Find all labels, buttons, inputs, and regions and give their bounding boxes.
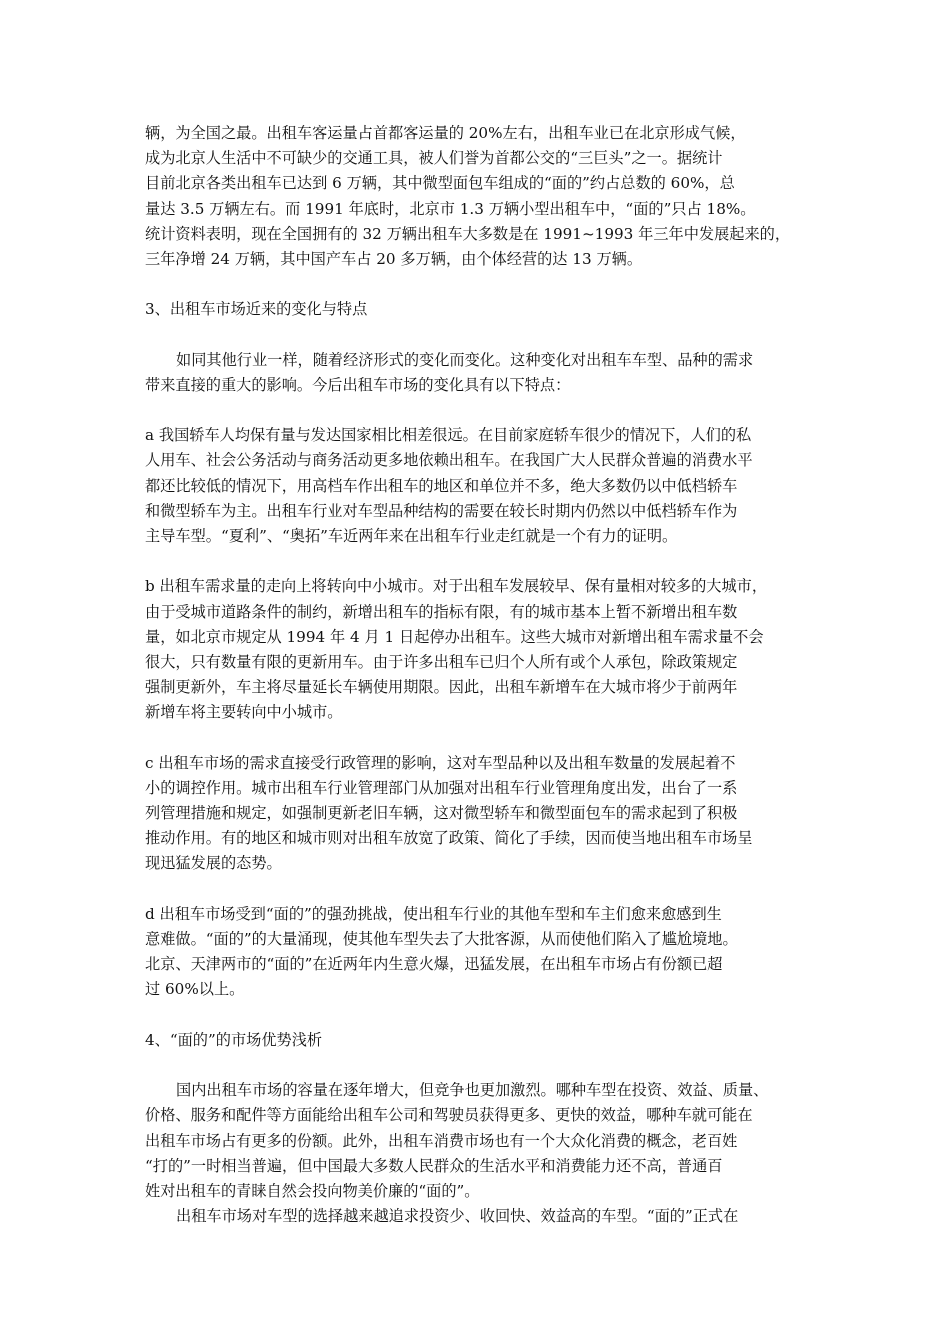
text-line: 统计资料表明，现在全国拥有的 32 万辆出租车大多数是在 1991~1993 年三年中发展起来的， (145, 224, 791, 243)
text-line: 如同其他行业一样，随着经济形式的变化而变化。这种变化对出租车车型、品种的需求 (176, 350, 754, 369)
paragraph-gap (145, 877, 815, 902)
text-line: 和微型轿车为主。出租车行业对车型品种结构的需要在较长时期内仍然以中低档轿车作为 (145, 501, 738, 520)
text-line: 过 60%以上。 (145, 980, 245, 999)
text-line: 量，如北京市规定从 1994 年 4 月 1 日起停办出租车。这些大城市对新增出租车需求量不会 (145, 627, 764, 646)
text-line: 推动作用。有的地区和城市则对出租车放宽了政策、简化了手续，因而使当地出租车市场呈 (145, 829, 753, 848)
text-line: 很大，只有数量有限的更新用车。由于许多出租车已归个人所有或个人承包，除政策规定 (145, 652, 738, 671)
text-line: 辆，为全国之最。出租车客运量占首都客运量的 20%左右，出租车业已在北京形成气候， (145, 124, 746, 142)
text-line: 列管理措施和规定，如强制更新老旧车辆，这对微型轿车和微型面包车的需求起到了积极 (145, 804, 738, 823)
text-line: 价格、服务和配件等方面能给出租车公司和驾驶员获得更多、更快的效益，哪种车就可能在 (145, 1106, 753, 1125)
text-line: 强制更新外，车主将尽量延长车辆使用期限。因此，出租车新增车在大城市将少于前两年 (145, 678, 738, 697)
section-3-intro (145, 348, 815, 398)
paragraph-1 (145, 121, 815, 272)
point-d (145, 902, 815, 1003)
text-line: 主导车型。“夏利”、“奥拓”车近两年来在出租车行业走红就是一个有力的证明。 (145, 527, 678, 545)
paragraph-gap (145, 272, 815, 297)
text-line: 人用车、社会公务活动与商务活动更多地依赖出租车。在我国广大人民群众普遍的消费水平 (145, 451, 753, 470)
text-line: 出租车市场占有更多的份额。此外，出租车消费市场也有一个大众化消费的概念，老百姓 (145, 1131, 738, 1150)
paragraph-gap (145, 549, 815, 574)
paragraph-gap (145, 726, 815, 751)
text-line: 北京、天津两市的“面的”在近两年内生意火爆，迅猛发展，在出租车市场占有份额已超 (145, 955, 723, 974)
text-line: 量达 3.5 万辆左右。而 1991 年底时，北京市 1.3 万辆小型出租车中，“面的”只占 18%。 (145, 199, 756, 218)
text-line: 现迅猛发展的态势。 (145, 854, 282, 873)
document-page (145, 121, 815, 1229)
paragraph-gap (145, 323, 815, 348)
text-line: 由于受城市道路条件的制约，新增出租车的指标有限，有的城市基本上暂不新增出租车数 (145, 602, 738, 621)
paragraph-gap (145, 1003, 815, 1028)
text-line: 国内出租车市场的容量在逐年增大，但竞争也更加激烈。哪种车型在投资、效益、质量、 (176, 1081, 769, 1100)
text-line: 成为北京人生活中不可缺少的交通工具，被人们誉为首都公交的“三巨头”之一。据统计 (145, 149, 723, 168)
text-line: 意难做。“面的”的大量涌现，使其他车型失去了大批客源，从而使他们陷入了尴尬境地。 (145, 930, 738, 948)
section-4-paragraph-2 (145, 1204, 815, 1229)
text-line: 三年净增 24 万辆，其中国产车占 20 多万辆，由个体经营的达 13 万辆。 (145, 249, 643, 268)
text-line: 带来直接的重大的影响。今后出租车市场的变化具有以下特点： (145, 375, 571, 394)
point-a (145, 423, 815, 549)
text-line: 小的调控作用。城市出租车行业管理部门从加强对出租车行业管理角度出发，出台了一系 (145, 778, 738, 797)
section-4-paragraph-1 (145, 1078, 815, 1204)
text-line: d 出租车市场受到“面的”的强劲挑战，使出租车行业的其他车型和车主们愈来愈感到生 (145, 904, 722, 923)
paragraph-gap (145, 1053, 815, 1078)
point-b (145, 574, 815, 725)
text-line: c 出租车市场的需求直接受行政管理的影响，这对车型品种以及出租车数量的发展起着不 (145, 753, 736, 772)
text-line: 姓对出租车的青睐自然会投向物美价廉的“面的”。 (145, 1181, 480, 1200)
text-line: 出租车市场对车型的选择越来越追求投资少、收回快、效益高的车型。“面的”正式在 (176, 1207, 739, 1226)
section-4-heading: 4、“面的”的市场优势浅析 (145, 1030, 323, 1049)
point-c (145, 751, 815, 877)
text-line: 都还比较低的情况下，用高档车作出租车的地区和单位并不多，绝大多数仍以中低档轿车 (145, 476, 738, 495)
text-line: a 我国轿车人均保有量与发达国家相比相差很远。在目前家庭轿车很少的情况下，人们的私 (145, 426, 752, 445)
text-line: 新增车将主要转向中小城市。 (145, 703, 343, 722)
text-line: b 出租车需求量的走向上将转向中小城市。对于出租车发展较早、保有量相对较多的大城市， (145, 577, 768, 596)
text-line: “打的”一时相当普遍，但中国最大多数人民群众的生活水平和消费能力还不高，普通百 (145, 1156, 723, 1175)
text-line: 目前北京各类出租车已达到 6 万辆，其中微型面包车组成的“面的”约占总数的 60%，总 (145, 174, 735, 193)
section-3-heading: 3、出租车市场近来的变化与特点 (145, 300, 368, 319)
paragraph-gap (145, 398, 815, 423)
